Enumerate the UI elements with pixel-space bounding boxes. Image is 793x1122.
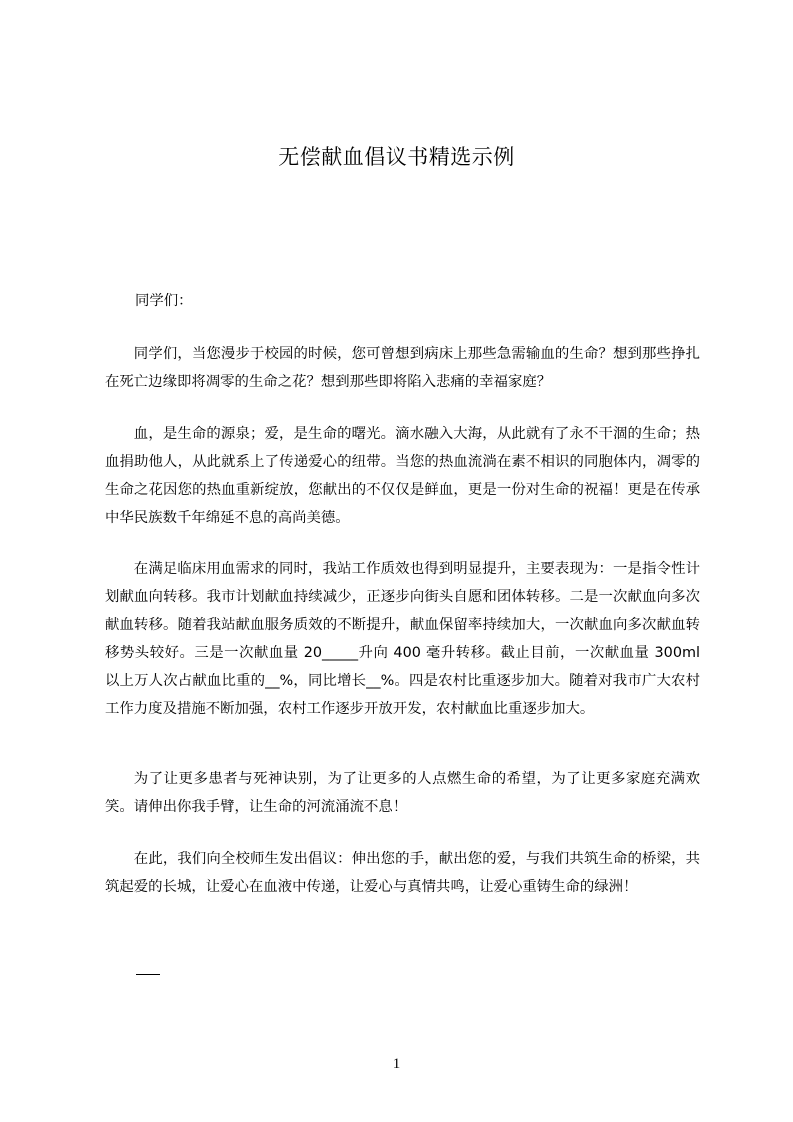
paragraph-initiative: 在此，我们向全校师生发出倡议：伸出您的手，献出您的爱，与我们共筑生命的桥梁，共筑起爱的长城，让爱心在血液中传递，让爱心与真情共鸣，让爱心重铸生命的绿洲！ <box>105 851 700 895</box>
paragraph-blood-life: 血，是生命的源泉；爱，是生命的曙光。滴水融入大海，从此就有了永不干涸的生命；热血捐助他人，从此就系上了传递爱心的纽带。当您的热血流淌在素不相识的同胞体内，凋零的生命之花因您的热血重新绽放，您献出的不仅仅是鲜血，更是一份对生命的祝福！更是在传承中华民族数千年绵延不息的高尚美德。 <box>105 426 700 526</box>
paragraph-appeal: 为了让更多患者与死神诀别，为了让更多的人点燃生命的希望，为了让更多家庭充满欢笑。请伸出你我手臂，让生命的河流涌流不息！ <box>105 771 700 815</box>
paragraph-intro: 同学们，当您漫步于校园的时候，您可曾想到病床上那些急需输血的生命？想到那些挣扎在死亡边缘即将凋零的生命之花？想到那些即将陷入悲痛的幸福家庭？ <box>105 346 700 390</box>
signature-line <box>136 974 160 975</box>
page-number: 1 <box>392 1056 401 1072</box>
document-title: 无偿献血倡议书精选示例 <box>278 145 515 169</box>
greeting-line: 同学们： <box>135 293 193 309</box>
paragraph-station-work: 在满足临床用血需求的同时，我站工作质效也得到明显提升，主要表现为：一是指令性计划献血向转移。我市计划献血持续减少，正逐步向街头自愿和团体转移。二是一次献血向多次献血转移。随着我站献血服务质效的不断提升，献血保留率持续加大，一次献血向多次献血转移势头较好。三是一次献血量 20_____升向 400 毫升转移。截止目前，一次献血量 300ml 以上万人次占献血比重的__%，同比增长__%。四是农村比重逐步加大。随着对我市广大农村工作力度及措施不断加强，农村工作逐步开放开发，农村献血比重逐步加大。 <box>105 561 700 717</box>
